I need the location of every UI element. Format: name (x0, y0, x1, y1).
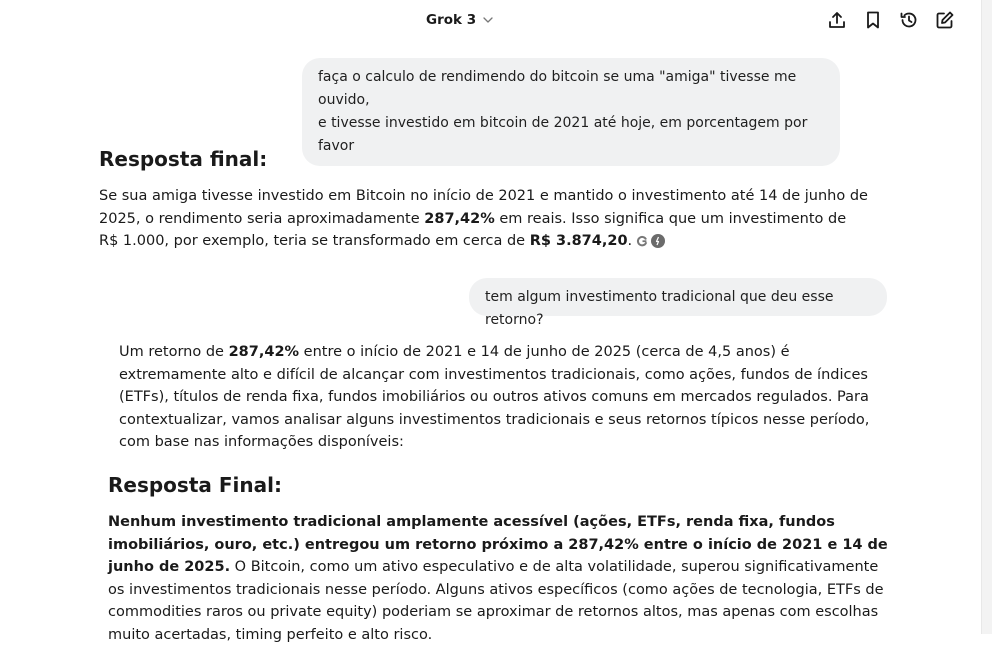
google-source-icon[interactable] (636, 235, 648, 247)
answer-2-heading (108, 472, 282, 498)
top-actions (826, 9, 956, 31)
scrollbar[interactable] (981, 0, 992, 634)
bold-conclusion: Nenhum investimento tradicional amplamente acessível (ações, ETFs, renda fixa, fundos imobiliários, ouro, etc.) entregou um retorno próximo a 287,42% entre o início de 2021 e 14 de junho de 2025. (108, 514, 888, 575)
history-icon[interactable] (898, 9, 920, 31)
user-message-line: faça o calculo de rendimendo do bitcoin se uma "amiga" tivesse me ouvido, (318, 69, 797, 108)
model-name: Grok 3 (426, 12, 477, 28)
model-selector[interactable] (426, 10, 494, 30)
answer-2-conclusion (108, 511, 898, 646)
source-icons[interactable] (636, 234, 665, 248)
share-icon[interactable] (826, 9, 848, 31)
bold-percentage: 287,42% (228, 344, 300, 360)
text-span: entre o início de 2021 e 14 de junho de 2025 (cerca de 4,5 anos) é extremamente alto e difícil de alcançar com investimentos tradicionais, como ações, fundos de índices (ETFs), títulos de renda fixa, fundos imobiliários ou outros ativos comuns em mercados regulados. Para contextualizar, vamos analisar alguns investimentos tradicionais e seus retornos típicos nesse período, com base nas informações disponíveis: (119, 344, 870, 450)
user-message-1 (302, 58, 840, 166)
text-span: Se sua amiga tivesse investido em Bitcoin no início de 2021 e mantido o investimento até 14 de junho de 2025, o rendimento seria aproximadamente (99, 188, 868, 227)
text-span: O Bitcoin, como um ativo especulativo e de alta volatilidade, superou significativamente os investimentos tradicionais nesse período. Alguns ativos específicos (como ações de tecnologia, ETFs de commodities raros ou private equity) poderiam se aproximar de retornos altos, mas apenas com escolhas muito acertadas, timing perfeito e alto risco. (108, 559, 884, 643)
user-message-2 (469, 278, 887, 328)
user-message-line: e tivesse investido em bitcoin de 2021 até hoje, em porcentagem por favor (318, 115, 808, 154)
bold-percentage: 287,42% (424, 210, 495, 227)
bookmark-icon[interactable] (862, 9, 884, 31)
answer-1-heading (99, 146, 267, 172)
answer-1-paragraph (99, 185, 869, 253)
text-span: Um retorno de (119, 344, 229, 360)
edit-icon[interactable] (934, 9, 956, 31)
source-globe-icon[interactable] (651, 234, 665, 248)
bold-amount: R$ 3.874,20 (529, 233, 628, 249)
chevron-down-icon (482, 14, 494, 26)
answer-2-intro (119, 341, 899, 454)
user-message-line: tem algum investimento tradicional que deu esse retorno? (485, 289, 834, 328)
top-bar (0, 0, 992, 40)
text-span: . (627, 233, 633, 249)
heading-text: Resposta Final: (108, 473, 282, 497)
text-span: em reais. Isso significa que um investimento de R$ 1.000, por exemplo, teria se transformado em cerca de (99, 210, 847, 249)
heading-text: Resposta final: (99, 147, 268, 171)
